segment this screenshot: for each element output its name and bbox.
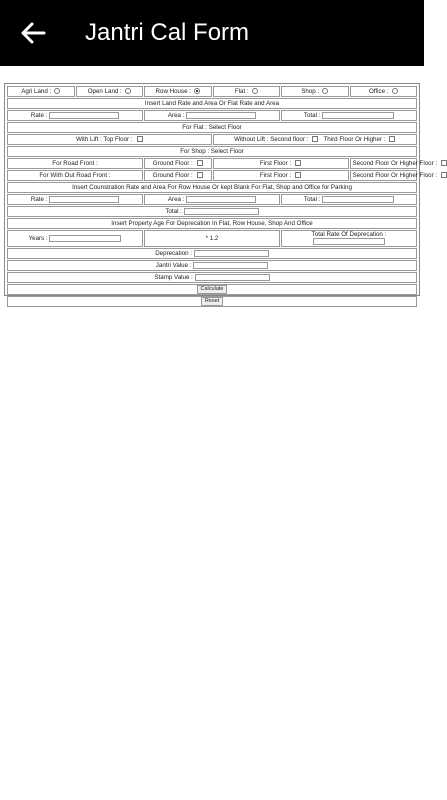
second-floor-checkbox[interactable] bbox=[312, 136, 318, 142]
land-total-input[interactable] bbox=[322, 112, 394, 119]
no-road-front-row: For With Out Road Front : Ground Floor : First Floor : Second Floor Or Higher Floor : bbox=[7, 170, 417, 181]
road-first-floor-checkbox[interactable] bbox=[295, 160, 301, 166]
land-area-input[interactable] bbox=[186, 112, 256, 119]
calculate-button[interactable]: Calculate bbox=[197, 285, 228, 294]
noroad-second-floor-checkbox[interactable] bbox=[441, 172, 447, 178]
app-bar bbox=[0, 0, 424, 66]
flat-header: For Flat : Select Floor bbox=[7, 122, 417, 133]
construction-rate-input[interactable] bbox=[49, 196, 119, 203]
third-floor-checkbox[interactable] bbox=[389, 136, 395, 142]
road-ground-floor-checkbox[interactable] bbox=[197, 160, 203, 166]
agri-land-option[interactable]: Agri Land : bbox=[7, 86, 75, 97]
road-front-row: For Road Front : Ground Floor : First Floor : Second Floor Or Higher Floor : bbox=[7, 158, 417, 169]
multiplier-text: * 1.2 bbox=[144, 230, 280, 247]
construction-area-input[interactable] bbox=[186, 196, 256, 203]
reset-button[interactable]: Reset bbox=[201, 297, 223, 306]
stamp-row: Stamp Value : bbox=[7, 272, 417, 283]
page-title: Jantri Cal Form bbox=[85, 19, 250, 46]
noroad-first-floor-checkbox[interactable] bbox=[295, 172, 301, 178]
grand-total-input[interactable] bbox=[184, 208, 259, 215]
stamp-value-input[interactable] bbox=[195, 274, 270, 281]
land-rate-row: Rate : Area : Total : bbox=[7, 110, 417, 121]
office-radio[interactable] bbox=[392, 88, 398, 94]
total-rate-deprecation-input[interactable] bbox=[313, 238, 385, 245]
land-rate-header: Insert Land Rate and Area Or Flat Rate and Area bbox=[7, 98, 417, 109]
open-land-option[interactable]: Open Land : bbox=[76, 86, 144, 97]
agri-land-radio[interactable] bbox=[54, 88, 60, 94]
jantri-form bbox=[4, 83, 438, 305]
land-rate-input[interactable] bbox=[49, 112, 119, 119]
flat-floor-row: With Lift : Top Floor : Without Lift : Second floor : Third Floor Or Higher : bbox=[7, 134, 417, 145]
row-house-option[interactable]: Row House : bbox=[144, 86, 212, 97]
years-row: Years : * 1.2 Total Rate Of Deprecation : bbox=[7, 230, 417, 247]
office-option[interactable]: Office : bbox=[350, 86, 418, 97]
row-house-radio[interactable] bbox=[194, 88, 200, 94]
shop-radio[interactable] bbox=[322, 88, 328, 94]
construction-header: Insert Counstration Rate and Area For Row House Or kept Blank For Flat, Shop and Office for Parking bbox=[7, 182, 417, 193]
flat-option[interactable]: Flat : bbox=[213, 86, 281, 97]
years-input[interactable] bbox=[49, 235, 121, 242]
jantri-value-input[interactable] bbox=[193, 262, 268, 269]
noroad-ground-floor-checkbox[interactable] bbox=[197, 172, 203, 178]
grand-total-row: Total : bbox=[7, 206, 417, 217]
shop-header: For Shop : Select Floor bbox=[7, 146, 417, 157]
deprecation-row: Deprecation : bbox=[7, 248, 417, 259]
open-land-radio[interactable] bbox=[125, 88, 131, 94]
construction-rate-row: Rate : Area : Total : bbox=[7, 194, 417, 205]
road-second-floor-checkbox[interactable] bbox=[441, 160, 447, 166]
jantri-row: Jantri Value : bbox=[7, 260, 417, 271]
construction-total-input[interactable] bbox=[322, 196, 394, 203]
top-floor-checkbox[interactable] bbox=[137, 136, 143, 142]
flat-radio[interactable] bbox=[252, 88, 258, 94]
deprecation-input[interactable] bbox=[194, 250, 269, 257]
arrow-left-icon[interactable] bbox=[18, 18, 48, 48]
shop-option[interactable]: Shop : bbox=[281, 86, 349, 97]
age-header: Insert Property Age For Deprecation In Flat, Row House, Shop And Office bbox=[7, 218, 417, 229]
property-type-row bbox=[7, 86, 417, 97]
